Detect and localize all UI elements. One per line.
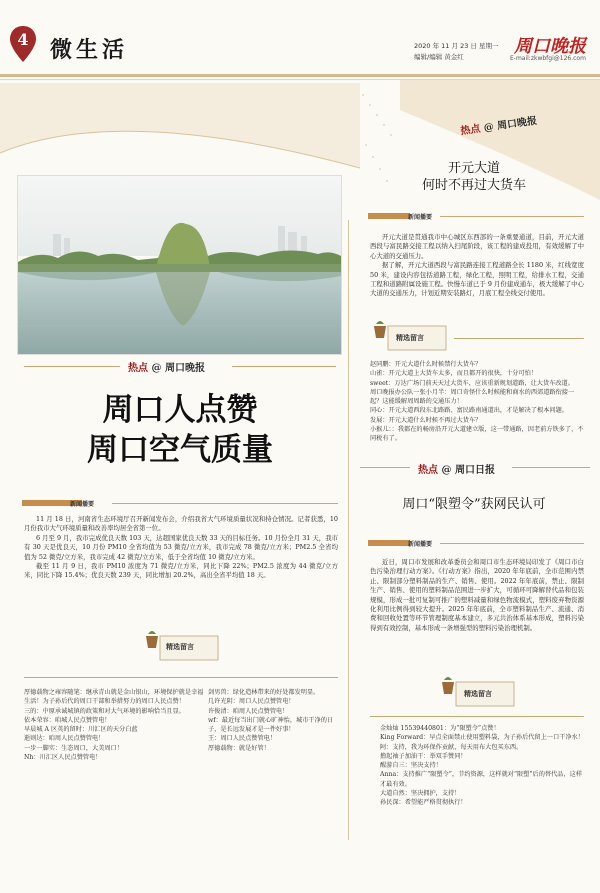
kicker-prefix: 热点 — [459, 123, 482, 138]
kicker-prefix: 热点 — [128, 363, 148, 374]
section-title: 微生活 — [50, 37, 129, 63]
paragraph: 开元大道是贯通我市中心城区东西部的一条重要通道，目前，开元大道西段与富民路交接工程以纳入扫尾阶段，该工程的建成投用，有效缓解了中心大道的交通压力。 — [370, 233, 584, 260]
tag-rule — [112, 503, 338, 504]
comment: 发展：开元大道什么时候不再过大货车？ — [370, 416, 482, 424]
tag-rule — [440, 543, 584, 544]
kicker-prefix: 热点 — [418, 465, 438, 476]
comment: 阿：支持，我为环保作贡献，每天用布大包买东西。 — [380, 743, 523, 751]
decorative-dots — [358, 85, 398, 215]
headline-line: 周口空气质量 — [87, 432, 273, 468]
kicker-at: @ — [483, 121, 495, 135]
column-divider — [348, 220, 349, 840]
article3-tag: 新闻播要 — [408, 541, 433, 548]
article2-tag: 新闻播要 — [408, 214, 433, 221]
comment: 孙民深：希望能严格贯彻执行！ — [380, 799, 467, 807]
comments-label: 精选留言 — [464, 690, 492, 698]
kicker-source: 周口晚报 — [496, 115, 538, 133]
kicker-rule — [232, 366, 336, 367]
headline-line: 何时不再过大货车 — [421, 178, 526, 193]
comment: 大道自然：坚决拥护，支持！ — [380, 790, 461, 798]
article2-body — [370, 233, 584, 299]
paragraph: 截至 11 月 9 日，我市 PM10 浓度为 71 微克/立方米，同比下降 22%；PM2.5 浓度为 44 微克/立方米，同比下降 15.4%；优良天数 239 天，同比增加 20.2%，高出全省平均值 18 天。 — [24, 562, 338, 580]
comment: 依本荣容：咱城人民点赞管电！ — [24, 716, 111, 724]
headline-line: 周口人点赞 — [102, 392, 258, 428]
article2-headline — [356, 160, 592, 194]
comment: 山雀：开元大道上大货车太多，而且都开的很快，十分可怕！ — [370, 370, 538, 378]
lake-photo-graphic — [18, 176, 341, 354]
comment: 逝则达：咱周人民点赞管电！ — [24, 735, 105, 743]
comment: 赵同鹏：开元大道什么时候禁行大货车？ — [370, 361, 482, 368]
kicker-at: @ — [151, 363, 162, 374]
comment: 厚德载物之雍容随笔：继承青山就是金山银山，环境保护就是幸福生活！为子孙后代的周口干部和举措努力的周口人民点赞！ — [24, 689, 204, 706]
comment: Anna：支持推广“限塑令”，节约资源，这样就对“限塑”后的替代品，这样才最有效。 — [380, 771, 583, 788]
comment: 几许光阴：周口人民点赞管电！ — [208, 698, 295, 706]
kicker-source: 周口日报 — [454, 465, 495, 476]
editors-line: 编辑/编辑 黄金红 — [414, 53, 464, 61]
article3-kicker — [418, 461, 495, 476]
comments-rule — [370, 716, 584, 717]
comment: 同心：开元大道西段东北路路、富民路南通道出，才是解决了根本问题。 — [370, 407, 568, 415]
article1-kicker — [128, 359, 205, 374]
comment: 小猴儿：：我都在的畅房沿开元大道建立版，这一带通路，因老前方铁多了，不同税有了。 — [370, 426, 584, 443]
comment: 金灿灿 15539440801：为“限塑令”点赞！ — [380, 725, 500, 732]
lake-photo — [17, 175, 342, 355]
page-number-marker — [8, 24, 38, 64]
decorative-swoosh — [0, 83, 360, 173]
comment: sweet：万达广场门前天天过大货车，应该重新规划道路，让大货车改道。 — [370, 379, 574, 387]
header-meta — [414, 41, 498, 63]
article1-headline — [20, 390, 340, 470]
paragraph: 6 月至 9 月，我市完成优良天数 103 天，达超国家优良天数 33 天的目标任务。10 月份全月 31 天，我市有 30 天是优良天，10 月份 PM10 全省均值为 53 微克/立方米，我市完成 78 微克/立方米；PM2.5 全省均值为 52 微克/立方米，我市完成 42 微克/立方米，低于全省均值 10 微克/立方米。 — [24, 533, 338, 561]
comment: King Forward：早点全面禁止使用塑料袋，为子孙后代留上一口干净水！ — [380, 734, 584, 742]
comments-rule — [454, 338, 584, 339]
kicker-rule — [512, 467, 590, 468]
comment: 早晨城 A 区英的留时：川汇区的天分白蓝 — [24, 726, 138, 734]
comments-label: 精选留言 — [166, 643, 194, 651]
article1-comments-right — [208, 688, 340, 753]
article2-comments — [370, 360, 584, 444]
date-line: 2020 年 11 月 23 日 星期一 — [414, 42, 499, 50]
contact-email: E-mail:zkwbfgi@126.com — [510, 55, 586, 62]
paragraph: 据了解，开元大道西段与富民路连接工程道路全长 1180 米，红线宽度 50 米，建设内容包括道路工程，绿化工程，照明工程，给排水工程，交通工程和道路附属设施工程。快慢车道已于 9 月份建成通车，极大缓解了中心大道的交通压力，计划近期安装路灯，月底工程全线交付使用。 — [370, 261, 584, 298]
comment: 一步一脚实：生态周口，大美周口！ — [24, 744, 123, 752]
comments-rule — [24, 677, 338, 678]
headline-line: 开元大道 — [447, 161, 500, 176]
comment: 撸起袖子加油干：举双手赞同！ — [380, 752, 467, 760]
header-rule — [0, 74, 600, 77]
comment: 剑男兽：绿化造林带来的好处都发明显。 — [208, 689, 320, 696]
comment: wf：最近每当出门就心旷神怡，城市干净的日子，是长远发展才是一件好事！ — [208, 716, 334, 734]
brand-logo: 周口晚报 — [514, 36, 586, 57]
page-number: 4 — [17, 30, 29, 49]
article3-body — [370, 558, 584, 633]
article1-body — [24, 515, 338, 581]
kicker-rule — [360, 467, 410, 468]
kicker-at: @ — [441, 465, 452, 476]
comment: 厚德载物：就是好管！ — [208, 744, 270, 752]
comment: 许俊清：咱周人民点赞管电！ — [208, 707, 289, 715]
article3-comments — [380, 724, 584, 808]
comment: 醒游自三：坚决支持！ — [380, 762, 442, 770]
article1-tag: 新闻播要 — [70, 501, 95, 508]
kicker-source: 周口晚报 — [164, 363, 205, 374]
comment: 周口晚报办公队一张小月半：周口奇怪什么时候能和商水的西郊道路衔接一起？这能缓解周周路的交通压力！ — [370, 388, 575, 406]
tag-rule — [440, 216, 584, 217]
paragraph: 11 月 18 日，河南省生态环境厅召开新闻发布会，介绍我省大气环境质量状况和持仓情况。记者获悉，10 月份我市大气环境质量和改善率均居全省第一位。 — [24, 515, 338, 533]
comment: 王：周口人民点赞管电！ — [208, 735, 277, 743]
article1-comments-left — [24, 688, 204, 762]
comment: Nh：川汇区人民点赞管电！ — [24, 754, 102, 762]
comment: 三的：中原承诚城镇的政策和对大气环境的影响恰当且显。 — [24, 707, 185, 715]
paragraph: 近日，周口市发展和改革委员会和周口市生态环境局印发了《周口市白色污染治理行动方案》。《行动方案》指出，2020 年年底前，全市范围内禁止、限制部分塑料制品的生产、销售、使用。2022 年年底前，禁止、限制生产、销售、使用的塑料制品范围进一步扩大，可循环可降解替代品和包装规模，形成一批可复制可推广的塑料减量和绿色物流模式，塑料废弃物资源化利用比例得到较大提升。2025 年年底前，全市塑料制品生产、流通、消费和回收处置等环节管理制度基本建立，多元共治体系基本形成，塑料污染得到有效控制，基本形成一条增强型的塑料污染治理机制。 — [370, 558, 584, 632]
article3-headline: 周口“限塑令”获网民认可 — [402, 497, 546, 512]
comments-label: 精选留言 — [396, 334, 424, 342]
kicker-rule — [24, 366, 120, 367]
